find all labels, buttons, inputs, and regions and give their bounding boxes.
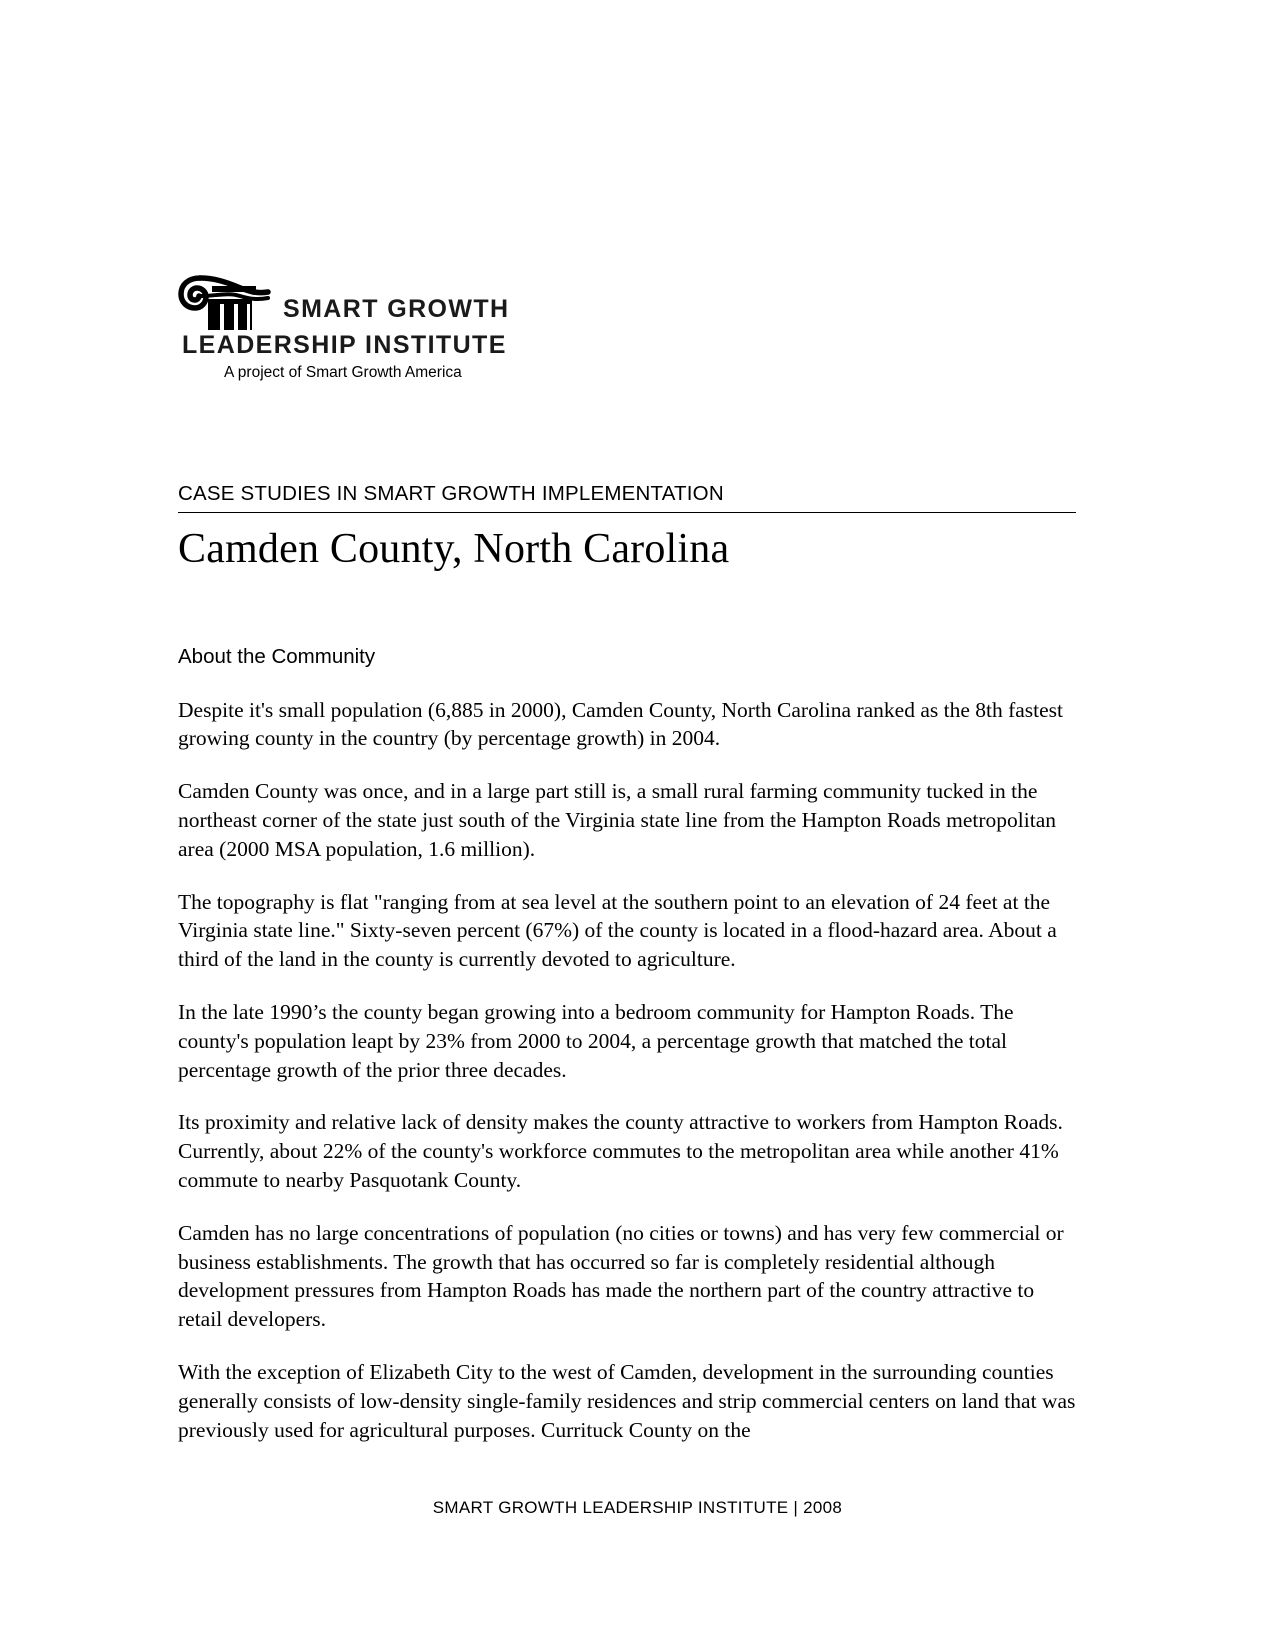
body-paragraph: In the late 1990’s the county began growing into a bedroom community for Hampton Roads. The county's population leapt by 23% from 2000 to 2004, a percentage growth that matched the total percentage growth of the prior three decades. [178,999,1014,1082]
logo-wordmark-top-text: SMART GROWTH [283,295,510,323]
ionic-column-capital-icon [178,268,273,330]
body-paragraph: Camden County was once, and in a large part still is, a small rural farming community tucked in the northeast corner of the state just south of the Virginia state line from the Hampton Roads metropolitan area (2000 MSA population, 1.6 million). [178,779,1057,861]
logo-tagline: A project of Smart Growth America [224,364,462,381]
body-paragraph: Its proximity and relative lack of density makes the county attractive to workers from Hampton Roads. Currently, about 22% of the county's workforce commutes to the metropolitan area while another 41% commute to nearby Pasquotank County. [178,1110,1063,1192]
page-footer: SMART GROWTH LEADERSHIP INSTITUTE | 2008 [432,1498,843,1517]
logo-wordmark-bottom [182,333,598,358]
section-heading-about-the-community: About the Community [178,645,376,668]
page-title: Camden County, North Carolina [178,525,730,572]
body-paragraph: The topography is flat "ranging from at sea level at the southern point to an elevation of 24 feet at the Virginia state line." Sixty-seven percent (67%) of the county is located in a flood-hazard area. About a third of the land in the county is currently devoted to agriculture. [178,889,1057,972]
body-paragraph: With the exception of Elizabeth City to the west of Camden, development in the surrounding counties generally consists of low-density single-family residences and strip commercial centers on land that was previously used for agricultural purposes. Currituck County on the [178,1359,1076,1442]
body-paragraph: Despite it's small population (6,885 in 2000), Camden County, North Carolina ranked as the 8th fastest growing county in the country (by percentage growth) in 2004. [178,697,1064,751]
organization-logo [178,268,598,382]
series-kicker: CASE STUDIES IN SMART GROWTH IMPLEMENTATION [178,482,724,505]
header-divider [178,512,1076,513]
body-paragraph: Camden has no large concentrations of population (no cities or towns) and has very few commercial or business establishments. The growth that has occurred so far is completely residential although development pressures from Hampton Roads has made the northern part of the country attractive to retail developers. [178,1220,1064,1332]
logo-wordmark-row [178,268,598,330]
logo-wordmark-bottom-text: LEADERSHIP INSTITUTE [182,331,507,359]
logo-wordmark-top [283,297,510,330]
document-header [178,482,1076,573]
document-body [178,645,1078,1444]
